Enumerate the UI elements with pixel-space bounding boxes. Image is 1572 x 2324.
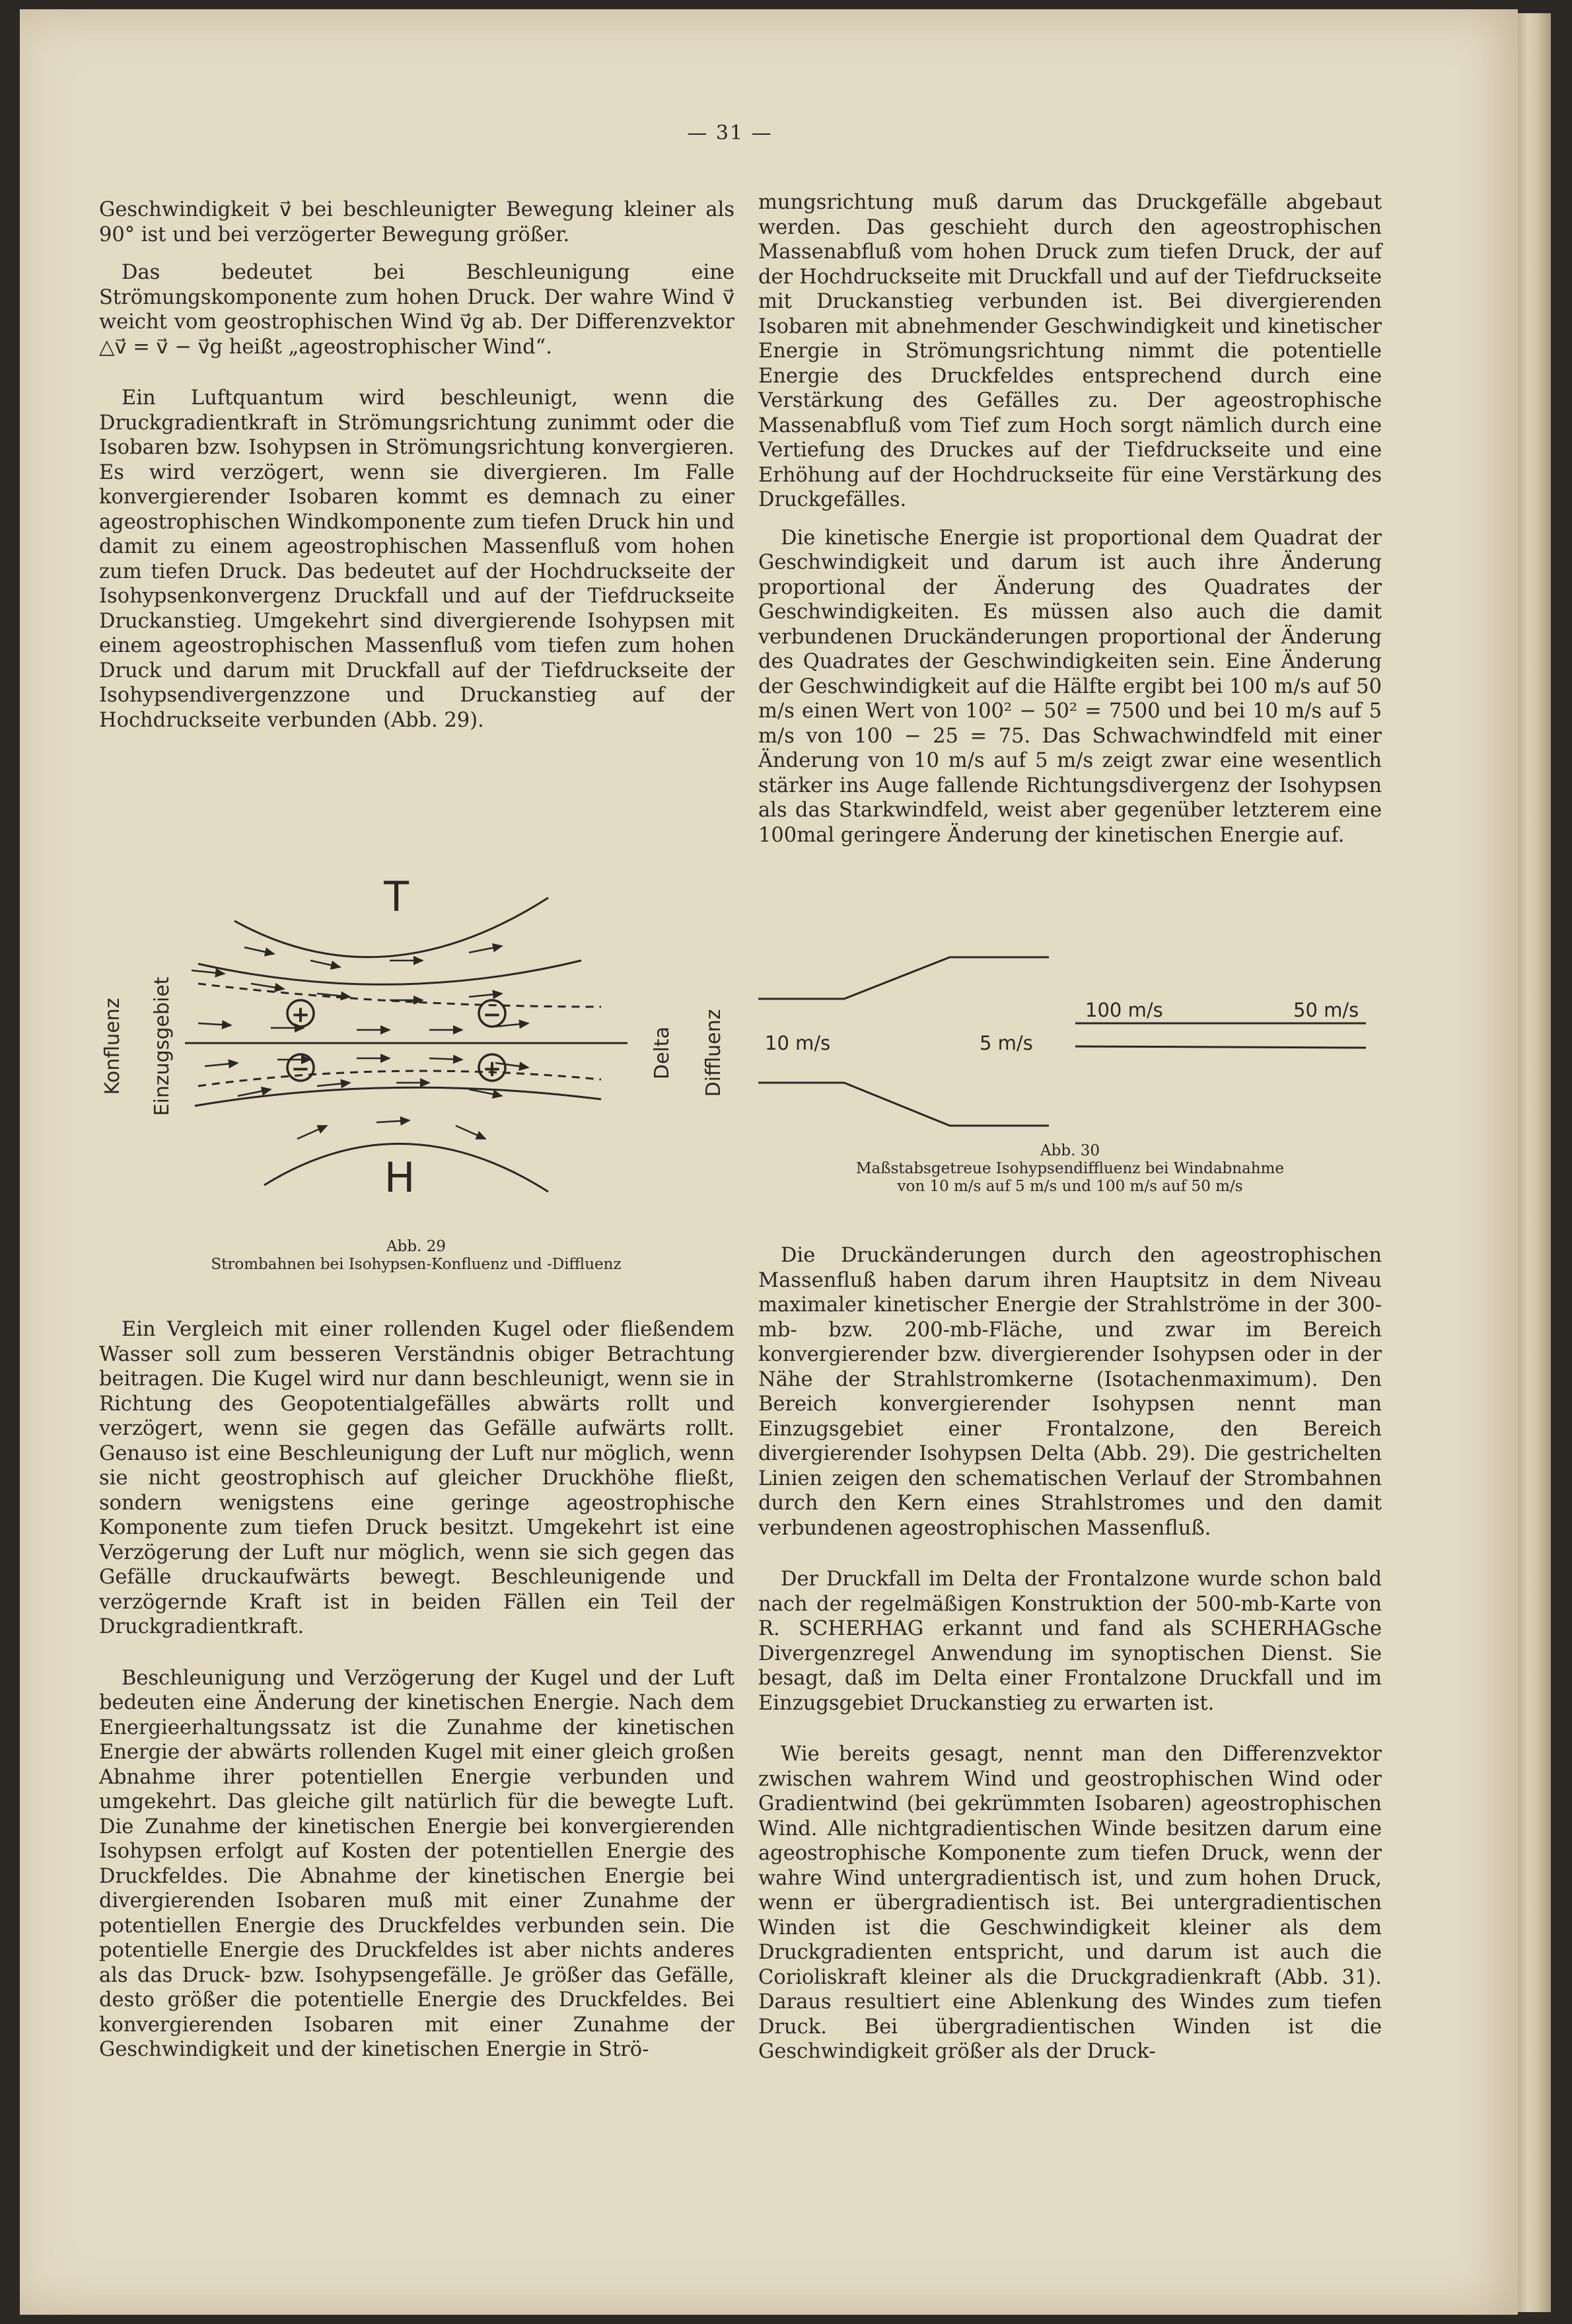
isohypse-lower <box>758 1083 1049 1126</box>
label-10ms: 10 m/s <box>765 1032 831 1054</box>
label-hoch: H <box>384 1153 415 1202</box>
label-tief: T <box>384 873 409 921</box>
plus-sign: + <box>291 1001 310 1028</box>
figure-30-caption <box>758 1142 1382 1196</box>
label-einzugsgebiet: Einzugsgebiet <box>151 976 174 1116</box>
paragraph: Das bedeutet bei Beschleunigung eine Strömungskomponente zum hohen Druck. Der wahre Wind v⃗ weicht vom geostrophischen Wind v⃗g ab. Der Differenzvektor △v⃗ = v⃗ − v⃗g heißt „ageostrophischer Wind“. <box>99 261 734 359</box>
plus-sign: + <box>482 1056 502 1082</box>
flow-arrow <box>376 1120 410 1122</box>
figure-29-caption <box>99 1238 733 1274</box>
left-column-bottom <box>99 1317 734 2062</box>
label-konfluenz: Konfluenz <box>101 998 124 1095</box>
flow-arrow <box>429 1058 462 1060</box>
paragraph: Geschwindigkeit v⃗ bei beschleunigter Bewegung kleiner als 90° ist und bei verzögerter Bewegung größer. <box>99 198 734 246</box>
paragraph: Die Druckänderungen durch den ageostrophischen Massenfluß haben darum ihren Hauptsitz in dem Niveau maximaler kinetischer Energie der Strahlströme in der 300-mb- bzw. 200-mb-Fläche, und zwar im Bereich konvergierender bzw. divergierender Isohypsen oder in der Nähe der Strahlstromkerne (Isotachenmaximum). Den Bereich konvergierender Isohypsen nennt man Einzugsgebiet einer Frontalzone, den Bereich divergierender Isohypsen Delta (Abb. 29). Die gestrichelten Linien zeigen den schematischen Verlauf der Strombahnen durch den Kern eines Strahlstromes und den damit verbundenen ageostrophischen Massenfluß. <box>758 1244 1382 1540</box>
streamline <box>195 1087 601 1106</box>
caption-title: Abb. 30 <box>1040 1142 1100 1159</box>
caption-line: von 10 m/s auf 5 m/s und 100 m/s auf 50 m/s <box>897 1178 1243 1195</box>
minus-sign: − <box>482 1001 502 1028</box>
paragraph: Wie bereits gesagt, nennt man den Differenzvektor zwischen wahrem Wind und geostrophischen Wind oder Gradientwind (bei gekrümmten Isobaren) ageostrophischen Wind. Alle nichtgradientischen Winde besitzen darum eine ageostrophische Komponente zum tiefen Druck, wenn der wahre Wind untergradientisch ist, und zum hohen Druck, wenn er übergradientisch ist. Bei untergradientischen Winden ist die Geschwindigkeit kleiner als dem Druckgradienten entspricht, und darum ist auch die Corioliskraft kleiner als die Druckgradienkraft (Abb. 31). Daraus resultiert eine Ablenkung des Windes zum tiefen Druck. Bei übergradientischen Winden ist die Geschwindigkeit größer als der Druck- <box>758 1743 1382 2063</box>
streamline <box>198 961 581 984</box>
isohypse-upper <box>758 957 1049 999</box>
right-column-top <box>758 190 1382 848</box>
flow-arrow <box>456 1126 485 1139</box>
minus-sign: − <box>291 1056 310 1082</box>
flow-arrow <box>198 1023 231 1025</box>
right-column-bottom <box>758 1243 1382 2064</box>
caption-text: Strombahnen bei Isohypsen-Konfluenz und -Diffluenz <box>211 1256 622 1273</box>
paragraph: mungsrichtung muß darum das Druckgefälle abgebaut werden. Das geschieht durch den ageostrophischen Massenabfluß vom hohen Druck zum tiefen Druck, der auf der Hochdruckseite mit Druckfall und auf der Tiefdruckseite mit Druckanstieg verbunden ist. Bei divergierenden Isobaren mit abnehmender Geschwindigkeit und kinetischer Energie in Strömungsrichtung nimmt die potentielle Energie des Druckfeldes entsprechend durch eine Verstärkung des Gefälles zu. Der ageostrophische Massenabfluß vom Tief zum Hoch sorgt nämlich durch eine Vertiefung des Druckes auf der Tiefdruckseite und eine Erhöhung auf der Hochdruckseite für eine Verstärkung des Druckgefälles. <box>758 191 1382 511</box>
label-diffluenz: Diffluenz <box>702 1009 725 1097</box>
paragraph: Der Druckfall im Delta der Frontalzone wurde schon bald nach der regelmäßigen Konstruktion der 500-mb-Karte von R. SCHERHAG erkannt und fand als SCHERHAGsche Divergenzregel Anwendung im synoptischen Dienst. Sie besagt, daß im Delta einer Frontalzone Druckfall und im Einzugsgebiet Druckanstieg zu erwarten ist. <box>758 1568 1382 1715</box>
book-page <box>20 9 1518 2315</box>
streamline <box>198 1071 601 1086</box>
paragraph: Ein Vergleich mit einer rollenden Kugel oder fließendem Wasser soll zum besseren Verständnis obiger Betrachtung beitragen. Die Kugel wird nur dann beschleunigt, wenn sie in Richtung des Geopotentialgefälles abwärts rollt und verzögert, wenn sie gegen das Gefälle aufwärts rollt. Genauso ist eine Beschleunigung der Luft nur möglich, wenn sie nicht geostrophisch auf gleicher Druckhöhe fließt, sondern wenigstens eine geringe ageostrophische Komponente zum tiefen Druck besitzt. Umgekehrt ist eine Verzögerung der Luft nur möglich, wenn sie sich gegen das Gefälle druckaufwärts bewegt. Beschleunigende und verzögernde Kraft ist in beiden Fällen ein Teil der Druckgradientkraft. <box>99 1318 734 1638</box>
page-number: — 31 — <box>687 122 773 145</box>
flow-arrow <box>244 947 274 954</box>
paragraph: Ein Luftquantum wird beschleunigt, wenn die Druckgradientkraft in Strömungsrichtung zunimmt oder die Isobaren bzw. Isohypsen in Strömungsrichtung konvergieren. Es wird verzögert, wenn sie divergieren. Im Falle konvergierender Isobaren kommt es demnach zu einer ageostrophischen Windkomponente zum tiefen Druck hin und damit zu einem ageostrophischen Massenfluß vom hohen zum tiefen Druck. Das bedeutet auf der Hochdruckseite der Isohypsenkonvergenz Druckfall und auf der Tiefdruckseite Druckanstieg. Umgekehrt sind divergierende Isohypsen mit einem ageostrophischen Massenfluß vom tiefen zum hohen Druck und darum mit Druckfall auf der Tiefdruckseite der Isohypsendivergenzzone und Druckanstieg auf der Hochdruckseite verbunden (Abb. 29). <box>99 386 734 732</box>
label-delta: Delta <box>651 1026 674 1080</box>
flow-arrow <box>251 984 284 989</box>
flow-arrow <box>297 1126 327 1139</box>
flow-arrow <box>317 994 350 997</box>
flow-arrow <box>192 970 225 974</box>
label-100ms: 100 m/s <box>1085 999 1163 1021</box>
flow-arrow <box>317 1083 350 1086</box>
caption-line: Maßstabsgetreue Isohypsendiffluenz bei Windabnahme <box>855 1160 1285 1177</box>
flow-arrow <box>469 946 502 953</box>
flow-arrow <box>205 1063 238 1066</box>
page-edge <box>1518 13 1551 2312</box>
flow-arrow <box>310 961 340 967</box>
figure-29-streamlines <box>99 861 733 1231</box>
left-column-top <box>99 198 734 733</box>
flow-arrow <box>469 994 502 997</box>
caption-title: Abb. 29 <box>386 1238 446 1255</box>
isohypse-strong-lower <box>1075 1046 1366 1048</box>
streamline <box>198 984 601 1007</box>
paragraph: Beschleunigung und Verzögerung der Kugel und der Luft bedeuten eine Änderung der kinetischen Energie. Nach dem Energieerhaltungssatz ist die Zunahme der kinetischen Energie der abwärts rollenden Kugel mit einer gleich großen Abnahme ihrer potentiellen Energie verbunden und umgekehrt. Das gleiche gilt natürlich für die bewegte Luft. Die Zunahme der kinetischen Energie bei konvergierenden Isohypsen erfolgt auf Kosten der potentiellen Energie des Druckfeldes. Die Abnahme der kinetischen Energie bei divergierenden Isobaren muß mit einer Zunahme der potentiellen Energie des Druckfeldes verbunden sein. Die potentielle Energie des Druckfeldes ist aber nichts anderes als das Druck- bzw. Isohypsengefälle. Je größer das Gefälle, desto größer die potentielle Energie des Druckfeldes. Bei konvergierenden Isobaren mit einer Zunahme der Geschwindigkeit und der kinetischen Energie in Strö- <box>99 1666 734 2061</box>
figure-30-diffluenz <box>758 941 1382 1139</box>
label-5ms: 5 m/s <box>980 1032 1033 1054</box>
paragraph: Die kinetische Energie ist proportional dem Quadrat der Geschwindigkeit und darum ist auch ihre Änderung proportional der Änderung des Quadrates der Geschwindigkeiten. Es müssen also auch die damit verbundenen Druckänderungen proportional der Änderung des Quadrates der Geschwindigkeiten sein. Eine Änderung der Geschwindigkeit auf die Hälfte ergibt bei 100 m/s auf 50 m/s einen Wert von 100² − 50² = 7500 und bei 10 m/s auf 5 m/s von 100 − 25 = 75. Das Schwachwindfeld mit einer Änderung von 10 m/s auf 5 m/s zeigt zwar eine wesentlich stärker ins Auge fallende Richtungsdivergenz der Isohypsen als das Starkwindfeld, weist aber gegenüber letzterem eine 100mal geringere Änderung der kinetischen Energie auf. <box>758 526 1382 847</box>
label-50ms: 50 m/s <box>1293 999 1359 1021</box>
